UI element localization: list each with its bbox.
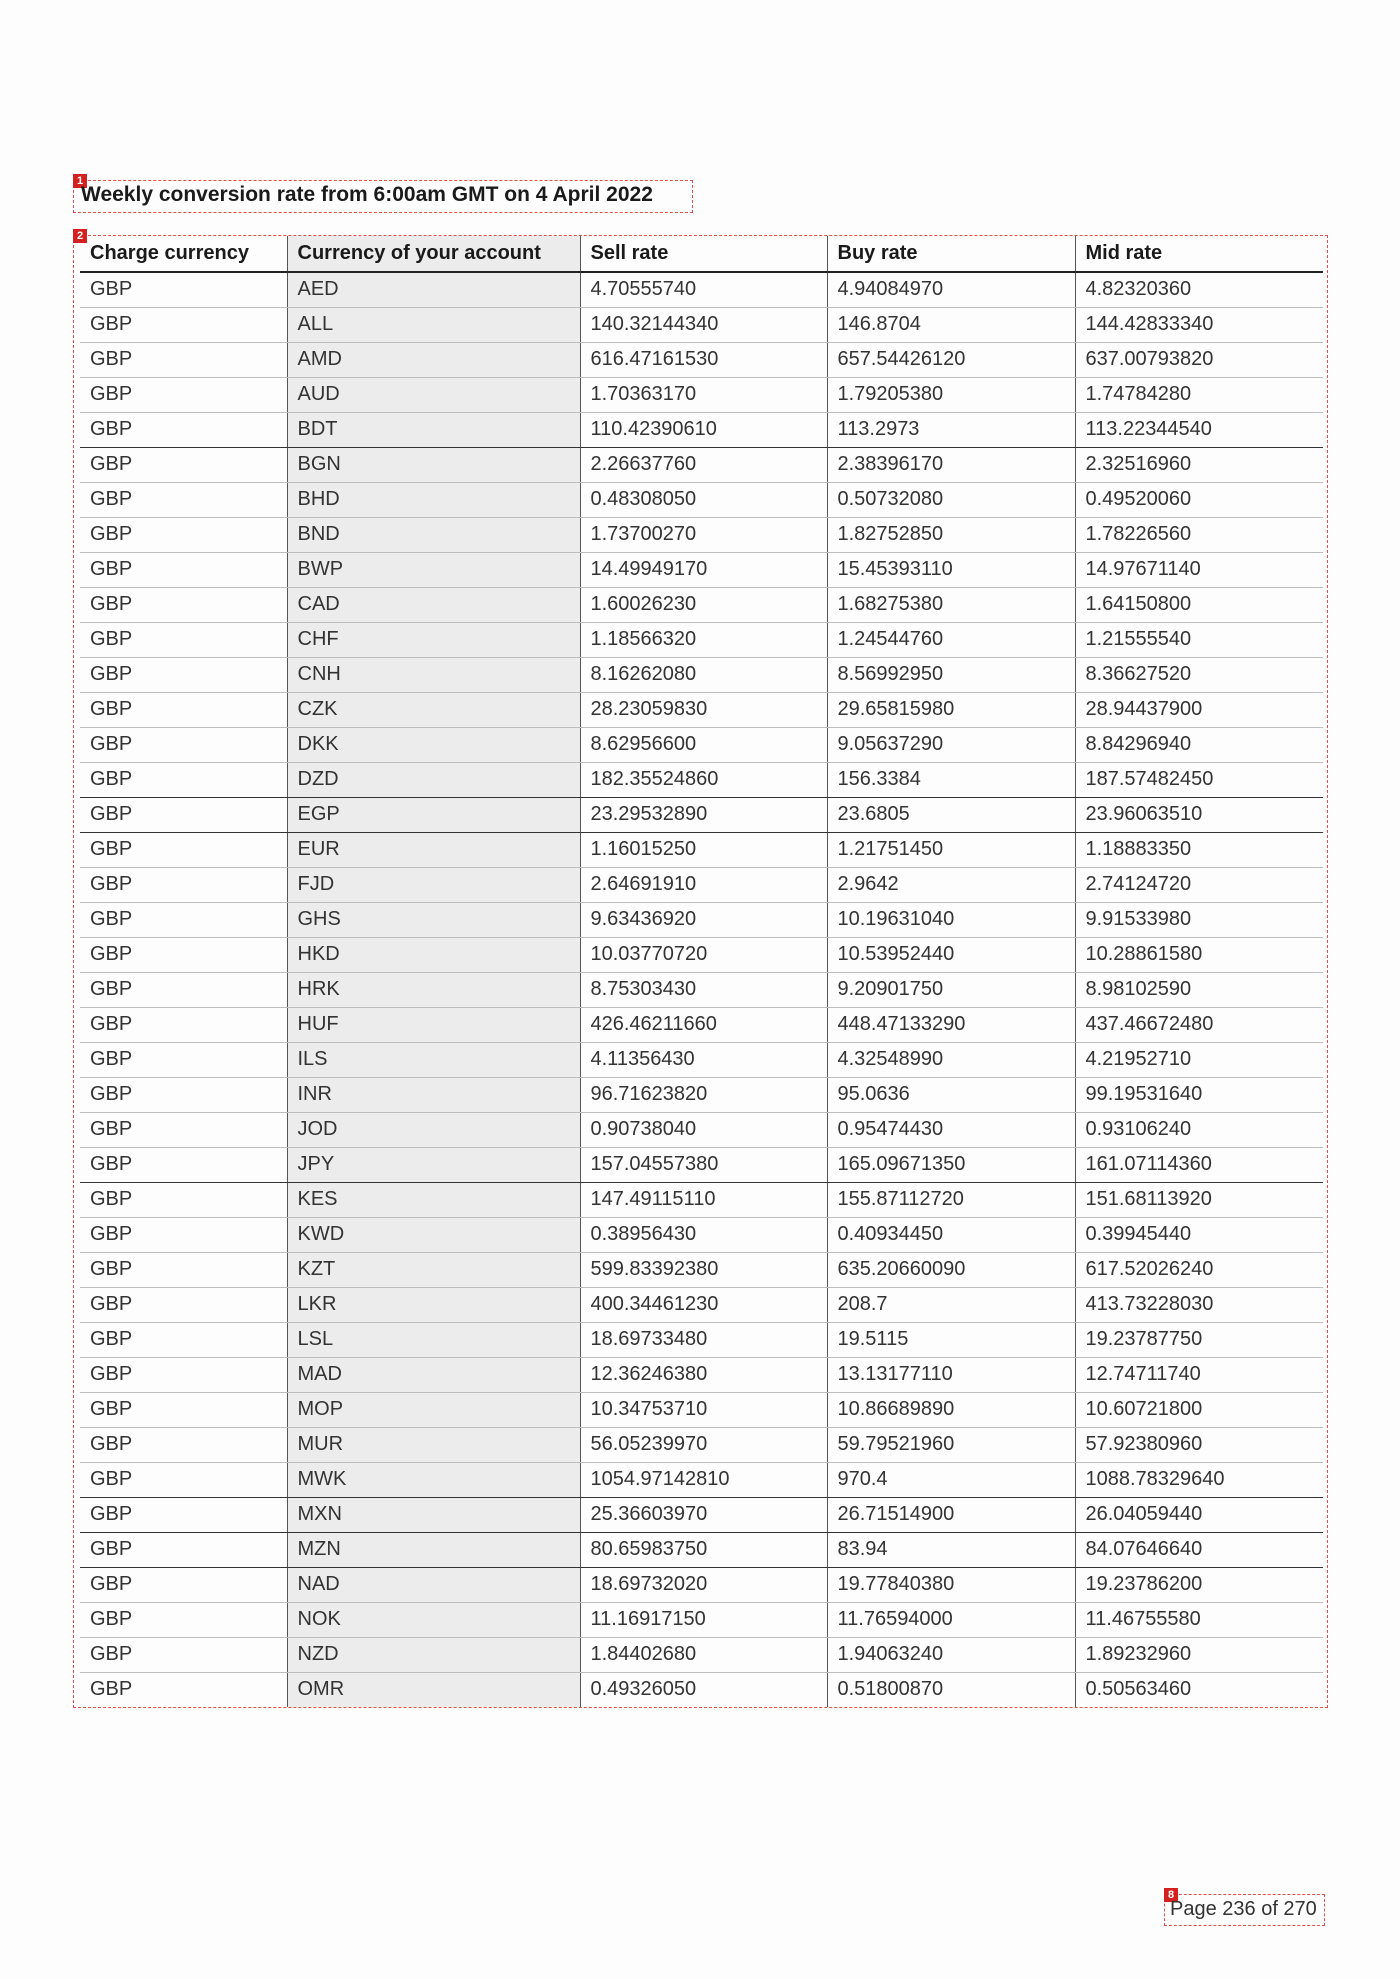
account-currency-cell: HKD xyxy=(287,937,580,972)
mid-rate-cell: 8.84296940 xyxy=(1075,727,1323,762)
table-row xyxy=(80,1357,1323,1392)
charge-currency-cell: GBP xyxy=(80,1567,287,1602)
mid-rate-cell: 11.46755580 xyxy=(1075,1602,1323,1637)
buy-rate-cell: 26.71514900 xyxy=(827,1497,1075,1532)
table-row xyxy=(80,1637,1323,1672)
buy-rate-cell: 155.87112720 xyxy=(827,1182,1075,1217)
table-row xyxy=(80,867,1323,902)
mid-rate-cell: 23.96063510 xyxy=(1075,797,1323,832)
account-currency-cell: DZD xyxy=(287,762,580,797)
account-currency-cell: CHF xyxy=(287,622,580,657)
buy-rate-cell: 635.20660090 xyxy=(827,1252,1075,1287)
sell-rate-cell: 4.11356430 xyxy=(580,1042,827,1077)
charge-currency-cell: GBP xyxy=(80,1182,287,1217)
account-currency-cell: MUR xyxy=(287,1427,580,1462)
mid-rate-cell: 1.18883350 xyxy=(1075,832,1323,867)
charge-currency-cell: GBP xyxy=(80,1322,287,1357)
charge-currency-cell: GBP xyxy=(80,587,287,622)
charge-currency-cell: GBP xyxy=(80,377,287,412)
charge-currency-cell: GBP xyxy=(80,622,287,657)
mid-rate-cell: 1.21555540 xyxy=(1075,622,1323,657)
account-currency-cell: INR xyxy=(287,1077,580,1112)
table-body xyxy=(80,272,1323,1707)
sell-rate-cell: 1.16015250 xyxy=(580,832,827,867)
charge-currency-cell: GBP xyxy=(80,1217,287,1252)
sell-rate-cell: 1.60026230 xyxy=(580,587,827,622)
table-row xyxy=(80,1182,1323,1217)
sell-rate-cell: 11.16917150 xyxy=(580,1602,827,1637)
account-currency-cell: AUD xyxy=(287,377,580,412)
charge-currency-cell: GBP xyxy=(80,412,287,447)
charge-currency-cell: GBP xyxy=(80,692,287,727)
charge-currency-cell: GBP xyxy=(80,972,287,1007)
charge-currency-cell: GBP xyxy=(80,657,287,692)
account-currency-cell: AED xyxy=(287,272,580,307)
sell-rate-cell: 18.69732020 xyxy=(580,1567,827,1602)
account-currency-cell: BND xyxy=(287,517,580,552)
mid-rate-cell: 19.23787750 xyxy=(1075,1322,1323,1357)
buy-rate-cell: 1.94063240 xyxy=(827,1637,1075,1672)
mid-rate-cell: 9.91533980 xyxy=(1075,902,1323,937)
account-currency-cell: CAD xyxy=(287,587,580,622)
page-title: Weekly conversion rate from 6:00am GMT on 4 April 2022 xyxy=(81,183,653,206)
mid-rate-cell: 637.00793820 xyxy=(1075,342,1323,377)
charge-currency-cell: GBP xyxy=(80,1287,287,1322)
table-row xyxy=(80,972,1323,1007)
buy-rate-cell: 9.05637290 xyxy=(827,727,1075,762)
table-row xyxy=(80,622,1323,657)
page-number: Page 236 of 270 xyxy=(1170,1898,1317,1920)
mid-rate-cell: 1.64150800 xyxy=(1075,587,1323,622)
sell-rate-cell: 25.36603970 xyxy=(580,1497,827,1532)
account-currency-cell: CZK xyxy=(287,692,580,727)
account-currency-cell: KES xyxy=(287,1182,580,1217)
account-currency-cell: BHD xyxy=(287,482,580,517)
mid-rate-cell: 99.19531640 xyxy=(1075,1077,1323,1112)
mid-rate-cell: 1.78226560 xyxy=(1075,517,1323,552)
account-currency-cell: DKK xyxy=(287,727,580,762)
table-row xyxy=(80,1217,1323,1252)
charge-currency-cell: GBP xyxy=(80,797,287,832)
mid-rate-cell: 10.28861580 xyxy=(1075,937,1323,972)
mid-rate-cell: 2.32516960 xyxy=(1075,447,1323,482)
table-row xyxy=(80,1322,1323,1357)
buy-rate-cell: 83.94 xyxy=(827,1532,1075,1567)
column-header-buy-rate: Buy rate xyxy=(827,236,1075,272)
charge-currency-cell: GBP xyxy=(80,447,287,482)
charge-currency-cell: GBP xyxy=(80,1077,287,1112)
sell-rate-cell: 56.05239970 xyxy=(580,1427,827,1462)
sell-rate-cell: 1054.97142810 xyxy=(580,1462,827,1497)
charge-currency-cell: GBP xyxy=(80,762,287,797)
account-currency-cell: ALL xyxy=(287,307,580,342)
mid-rate-cell: 57.92380960 xyxy=(1075,1427,1323,1462)
charge-currency-cell: GBP xyxy=(80,517,287,552)
table-row xyxy=(80,447,1323,482)
account-currency-cell: NAD xyxy=(287,1567,580,1602)
column-header-account-currency: Currency of your account xyxy=(287,236,580,272)
mid-rate-cell: 413.73228030 xyxy=(1075,1287,1323,1322)
sell-rate-cell: 1.18566320 xyxy=(580,622,827,657)
buy-rate-cell: 4.94084970 xyxy=(827,272,1075,307)
mid-rate-cell: 0.49520060 xyxy=(1075,482,1323,517)
account-currency-cell: ILS xyxy=(287,1042,580,1077)
table-row xyxy=(80,517,1323,552)
account-currency-cell: NZD xyxy=(287,1637,580,1672)
table-row xyxy=(80,482,1323,517)
sell-rate-cell: 10.03770720 xyxy=(580,937,827,972)
table-row xyxy=(80,1112,1323,1147)
sell-rate-cell: 12.36246380 xyxy=(580,1357,827,1392)
table-row xyxy=(80,1462,1323,1497)
table-row xyxy=(80,1287,1323,1322)
sell-rate-cell: 157.04557380 xyxy=(580,1147,827,1182)
charge-currency-cell: GBP xyxy=(80,1602,287,1637)
sell-rate-cell: 0.49326050 xyxy=(580,1672,827,1707)
table-row xyxy=(80,657,1323,692)
mid-rate-cell: 0.39945440 xyxy=(1075,1217,1323,1252)
table-row xyxy=(80,832,1323,867)
buy-rate-cell: 146.8704 xyxy=(827,307,1075,342)
table-row xyxy=(80,937,1323,972)
mid-rate-cell: 0.93106240 xyxy=(1075,1112,1323,1147)
column-header-charge-currency: Charge currency xyxy=(80,236,287,272)
charge-currency-cell: GBP xyxy=(80,342,287,377)
charge-currency-cell: GBP xyxy=(80,307,287,342)
buy-rate-cell: 0.95474430 xyxy=(827,1112,1075,1147)
mid-rate-cell: 617.52026240 xyxy=(1075,1252,1323,1287)
account-currency-cell: MXN xyxy=(287,1497,580,1532)
sell-rate-cell: 599.83392380 xyxy=(580,1252,827,1287)
table-row xyxy=(80,1532,1323,1567)
account-currency-cell: OMR xyxy=(287,1672,580,1707)
account-currency-cell: EGP xyxy=(287,797,580,832)
buy-rate-cell: 10.53952440 xyxy=(827,937,1075,972)
charge-currency-cell: GBP xyxy=(80,1252,287,1287)
mid-rate-cell: 8.98102590 xyxy=(1075,972,1323,1007)
sell-rate-cell: 10.34753710 xyxy=(580,1392,827,1427)
sell-rate-cell: 2.26637760 xyxy=(580,447,827,482)
mid-rate-cell: 187.57482450 xyxy=(1075,762,1323,797)
sell-rate-cell: 8.62956600 xyxy=(580,727,827,762)
sell-rate-cell: 80.65983750 xyxy=(580,1532,827,1567)
charge-currency-cell: GBP xyxy=(80,727,287,762)
table-row xyxy=(80,377,1323,412)
table-row xyxy=(80,1392,1323,1427)
table-row xyxy=(80,1497,1323,1532)
charge-currency-cell: GBP xyxy=(80,867,287,902)
buy-rate-cell: 1.68275380 xyxy=(827,587,1075,622)
buy-rate-cell: 1.24544760 xyxy=(827,622,1075,657)
account-currency-cell: NOK xyxy=(287,1602,580,1637)
buy-rate-cell: 970.4 xyxy=(827,1462,1075,1497)
sell-rate-cell: 1.73700270 xyxy=(580,517,827,552)
mid-rate-cell: 1.74784280 xyxy=(1075,377,1323,412)
charge-currency-cell: GBP xyxy=(80,1357,287,1392)
buy-rate-cell: 19.5115 xyxy=(827,1322,1075,1357)
sell-rate-cell: 147.49115110 xyxy=(580,1182,827,1217)
account-currency-cell: AMD xyxy=(287,342,580,377)
mid-rate-cell: 437.46672480 xyxy=(1075,1007,1323,1042)
sell-rate-cell: 28.23059830 xyxy=(580,692,827,727)
buy-rate-cell: 0.40934450 xyxy=(827,1217,1075,1252)
account-currency-cell: KWD xyxy=(287,1217,580,1252)
charge-currency-cell: GBP xyxy=(80,832,287,867)
account-currency-cell: MOP xyxy=(287,1392,580,1427)
mid-rate-cell: 26.04059440 xyxy=(1075,1497,1323,1532)
sell-rate-cell: 9.63436920 xyxy=(580,902,827,937)
buy-rate-cell: 13.13177110 xyxy=(827,1357,1075,1392)
account-currency-cell: LSL xyxy=(287,1322,580,1357)
charge-currency-cell: GBP xyxy=(80,1532,287,1567)
footer-annotation-tag: 8 xyxy=(1164,1888,1178,1902)
charge-currency-cell: GBP xyxy=(80,482,287,517)
account-currency-cell: EUR xyxy=(287,832,580,867)
table-row xyxy=(80,552,1323,587)
sell-rate-cell: 18.69733480 xyxy=(580,1322,827,1357)
table-row xyxy=(80,1672,1323,1707)
buy-rate-cell: 95.0636 xyxy=(827,1077,1075,1112)
sell-rate-cell: 110.42390610 xyxy=(580,412,827,447)
table-row xyxy=(80,1147,1323,1182)
sell-rate-cell: 1.70363170 xyxy=(580,377,827,412)
column-header-mid-rate: Mid rate xyxy=(1075,236,1323,272)
table-row xyxy=(80,272,1323,307)
mid-rate-cell: 113.22344540 xyxy=(1075,412,1323,447)
mid-rate-cell: 161.07114360 xyxy=(1075,1147,1323,1182)
account-currency-cell: BGN xyxy=(287,447,580,482)
buy-rate-cell: 2.38396170 xyxy=(827,447,1075,482)
charge-currency-cell: GBP xyxy=(80,1147,287,1182)
column-header-sell-rate: Sell rate xyxy=(580,236,827,272)
sell-rate-cell: 96.71623820 xyxy=(580,1077,827,1112)
sell-rate-cell: 0.90738040 xyxy=(580,1112,827,1147)
charge-currency-cell: GBP xyxy=(80,902,287,937)
buy-rate-cell: 156.3384 xyxy=(827,762,1075,797)
table-row xyxy=(80,1252,1323,1287)
sell-rate-cell: 0.38956430 xyxy=(580,1217,827,1252)
buy-rate-cell: 1.82752850 xyxy=(827,517,1075,552)
table-row xyxy=(80,1042,1323,1077)
sell-rate-cell: 182.35524860 xyxy=(580,762,827,797)
buy-rate-cell: 10.19631040 xyxy=(827,902,1075,937)
conversion-rate-table xyxy=(80,236,1323,1707)
buy-rate-cell: 165.09671350 xyxy=(827,1147,1075,1182)
account-currency-cell: CNH xyxy=(287,657,580,692)
sell-rate-cell: 14.49949170 xyxy=(580,552,827,587)
charge-currency-cell: GBP xyxy=(80,1462,287,1497)
table-row xyxy=(80,342,1323,377)
sell-rate-cell: 400.34461230 xyxy=(580,1287,827,1322)
charge-currency-cell: GBP xyxy=(90,1678,133,1701)
buy-rate-cell: 8.56992950 xyxy=(827,657,1075,692)
mid-rate-cell: 28.94437900 xyxy=(1075,692,1323,727)
account-currency-cell: MZN xyxy=(287,1532,580,1567)
buy-rate-cell: 23.6805 xyxy=(827,797,1075,832)
charge-currency-cell: GBP xyxy=(80,1392,287,1427)
charge-currency-cell: GBP xyxy=(80,1007,287,1042)
buy-rate-cell: 0.50732080 xyxy=(827,482,1075,517)
charge-currency-cell: GBP xyxy=(80,1042,287,1077)
account-currency-cell: HRK xyxy=(287,972,580,1007)
sell-rate-cell: 616.47161530 xyxy=(580,342,827,377)
sell-rate-cell: 140.32144340 xyxy=(580,307,827,342)
table-header-row xyxy=(80,236,1323,272)
account-currency-cell: KZT xyxy=(287,1252,580,1287)
buy-rate-cell: 15.45393110 xyxy=(827,552,1075,587)
buy-rate-cell: 1.79205380 xyxy=(827,377,1075,412)
table-row xyxy=(80,762,1323,797)
charge-currency-cell: GBP xyxy=(80,1427,287,1462)
mid-rate-cell: 4.21952710 xyxy=(1075,1042,1323,1077)
sell-rate-cell: 0.48308050 xyxy=(580,482,827,517)
account-currency-cell: FJD xyxy=(287,867,580,902)
table-row xyxy=(80,902,1323,937)
buy-rate-cell: 9.20901750 xyxy=(827,972,1075,1007)
account-currency-cell: BDT xyxy=(287,412,580,447)
mid-rate-cell: 151.68113920 xyxy=(1075,1182,1323,1217)
table-row xyxy=(80,1007,1323,1042)
buy-rate-cell: 448.47133290 xyxy=(827,1007,1075,1042)
mid-rate-cell: 4.82320360 xyxy=(1075,272,1323,307)
sell-rate-cell: 2.64691910 xyxy=(580,867,827,902)
account-currency-cell: LKR xyxy=(287,1287,580,1322)
mid-rate-cell: 1088.78329640 xyxy=(1075,1462,1323,1497)
account-currency-cell: MAD xyxy=(287,1357,580,1392)
buy-rate-cell: 4.32548990 xyxy=(827,1042,1075,1077)
sell-rate-cell: 8.75303430 xyxy=(580,972,827,1007)
account-currency-cell: JOD xyxy=(287,1112,580,1147)
account-currency-cell: BWP xyxy=(287,552,580,587)
sell-rate-cell: 1.84402680 xyxy=(580,1637,827,1672)
charge-currency-cell: GBP xyxy=(80,272,287,307)
buy-rate-cell: 11.76594000 xyxy=(827,1602,1075,1637)
table-row xyxy=(80,1602,1323,1637)
account-currency-cell: MWK xyxy=(287,1462,580,1497)
table-row xyxy=(80,727,1323,762)
table-annotation-tag: 2 xyxy=(73,229,87,243)
table-row xyxy=(80,307,1323,342)
sell-rate-cell: 4.70555740 xyxy=(580,272,827,307)
table-row xyxy=(80,587,1323,622)
table-row xyxy=(80,412,1323,447)
mid-rate-cell: 0.50563460 xyxy=(1075,1672,1323,1707)
mid-rate-cell: 19.23786200 xyxy=(1075,1567,1323,1602)
sell-rate-cell: 23.29532890 xyxy=(580,797,827,832)
table-row xyxy=(80,1427,1323,1462)
buy-rate-cell: 657.54426120 xyxy=(827,342,1075,377)
buy-rate-cell: 19.77840380 xyxy=(827,1567,1075,1602)
buy-rate-cell: 10.86689890 xyxy=(827,1392,1075,1427)
table-row xyxy=(80,797,1323,832)
table-row xyxy=(80,1077,1323,1112)
mid-rate-cell: 144.42833340 xyxy=(1075,307,1323,342)
table-row xyxy=(80,1567,1323,1602)
account-currency-cell: JPY xyxy=(287,1147,580,1182)
charge-currency-cell: GBP xyxy=(80,1637,287,1672)
mid-rate-cell: 10.60721800 xyxy=(1075,1392,1323,1427)
buy-rate-cell: 113.2973 xyxy=(827,412,1075,447)
buy-rate-cell: 29.65815980 xyxy=(827,692,1075,727)
mid-rate-cell: 12.74711740 xyxy=(1075,1357,1323,1392)
sell-rate-cell: 426.46211660 xyxy=(580,1007,827,1042)
buy-rate-cell: 1.21751450 xyxy=(827,832,1075,867)
buy-rate-cell: 59.79521960 xyxy=(827,1427,1075,1462)
charge-currency-cell: GBP xyxy=(80,937,287,972)
charge-currency-cell: GBP xyxy=(80,1112,287,1147)
title-annotation-tag: 1 xyxy=(73,174,87,188)
account-currency-cell: HUF xyxy=(287,1007,580,1042)
mid-rate-cell: 8.36627520 xyxy=(1075,657,1323,692)
table-row xyxy=(80,692,1323,727)
buy-rate-cell: 0.51800870 xyxy=(827,1672,1075,1707)
buy-rate-cell: 2.9642 xyxy=(827,867,1075,902)
mid-rate-cell: 2.74124720 xyxy=(1075,867,1323,902)
mid-rate-cell: 14.97671140 xyxy=(1075,552,1323,587)
charge-currency-cell: GBP xyxy=(80,552,287,587)
buy-rate-cell: 208.7 xyxy=(827,1287,1075,1322)
charge-currency-cell: GBP xyxy=(80,1497,287,1532)
sell-rate-cell: 8.16262080 xyxy=(580,657,827,692)
account-currency-cell: GHS xyxy=(287,902,580,937)
mid-rate-cell: 1.89232960 xyxy=(1075,1637,1323,1672)
mid-rate-cell: 84.07646640 xyxy=(1075,1532,1323,1567)
